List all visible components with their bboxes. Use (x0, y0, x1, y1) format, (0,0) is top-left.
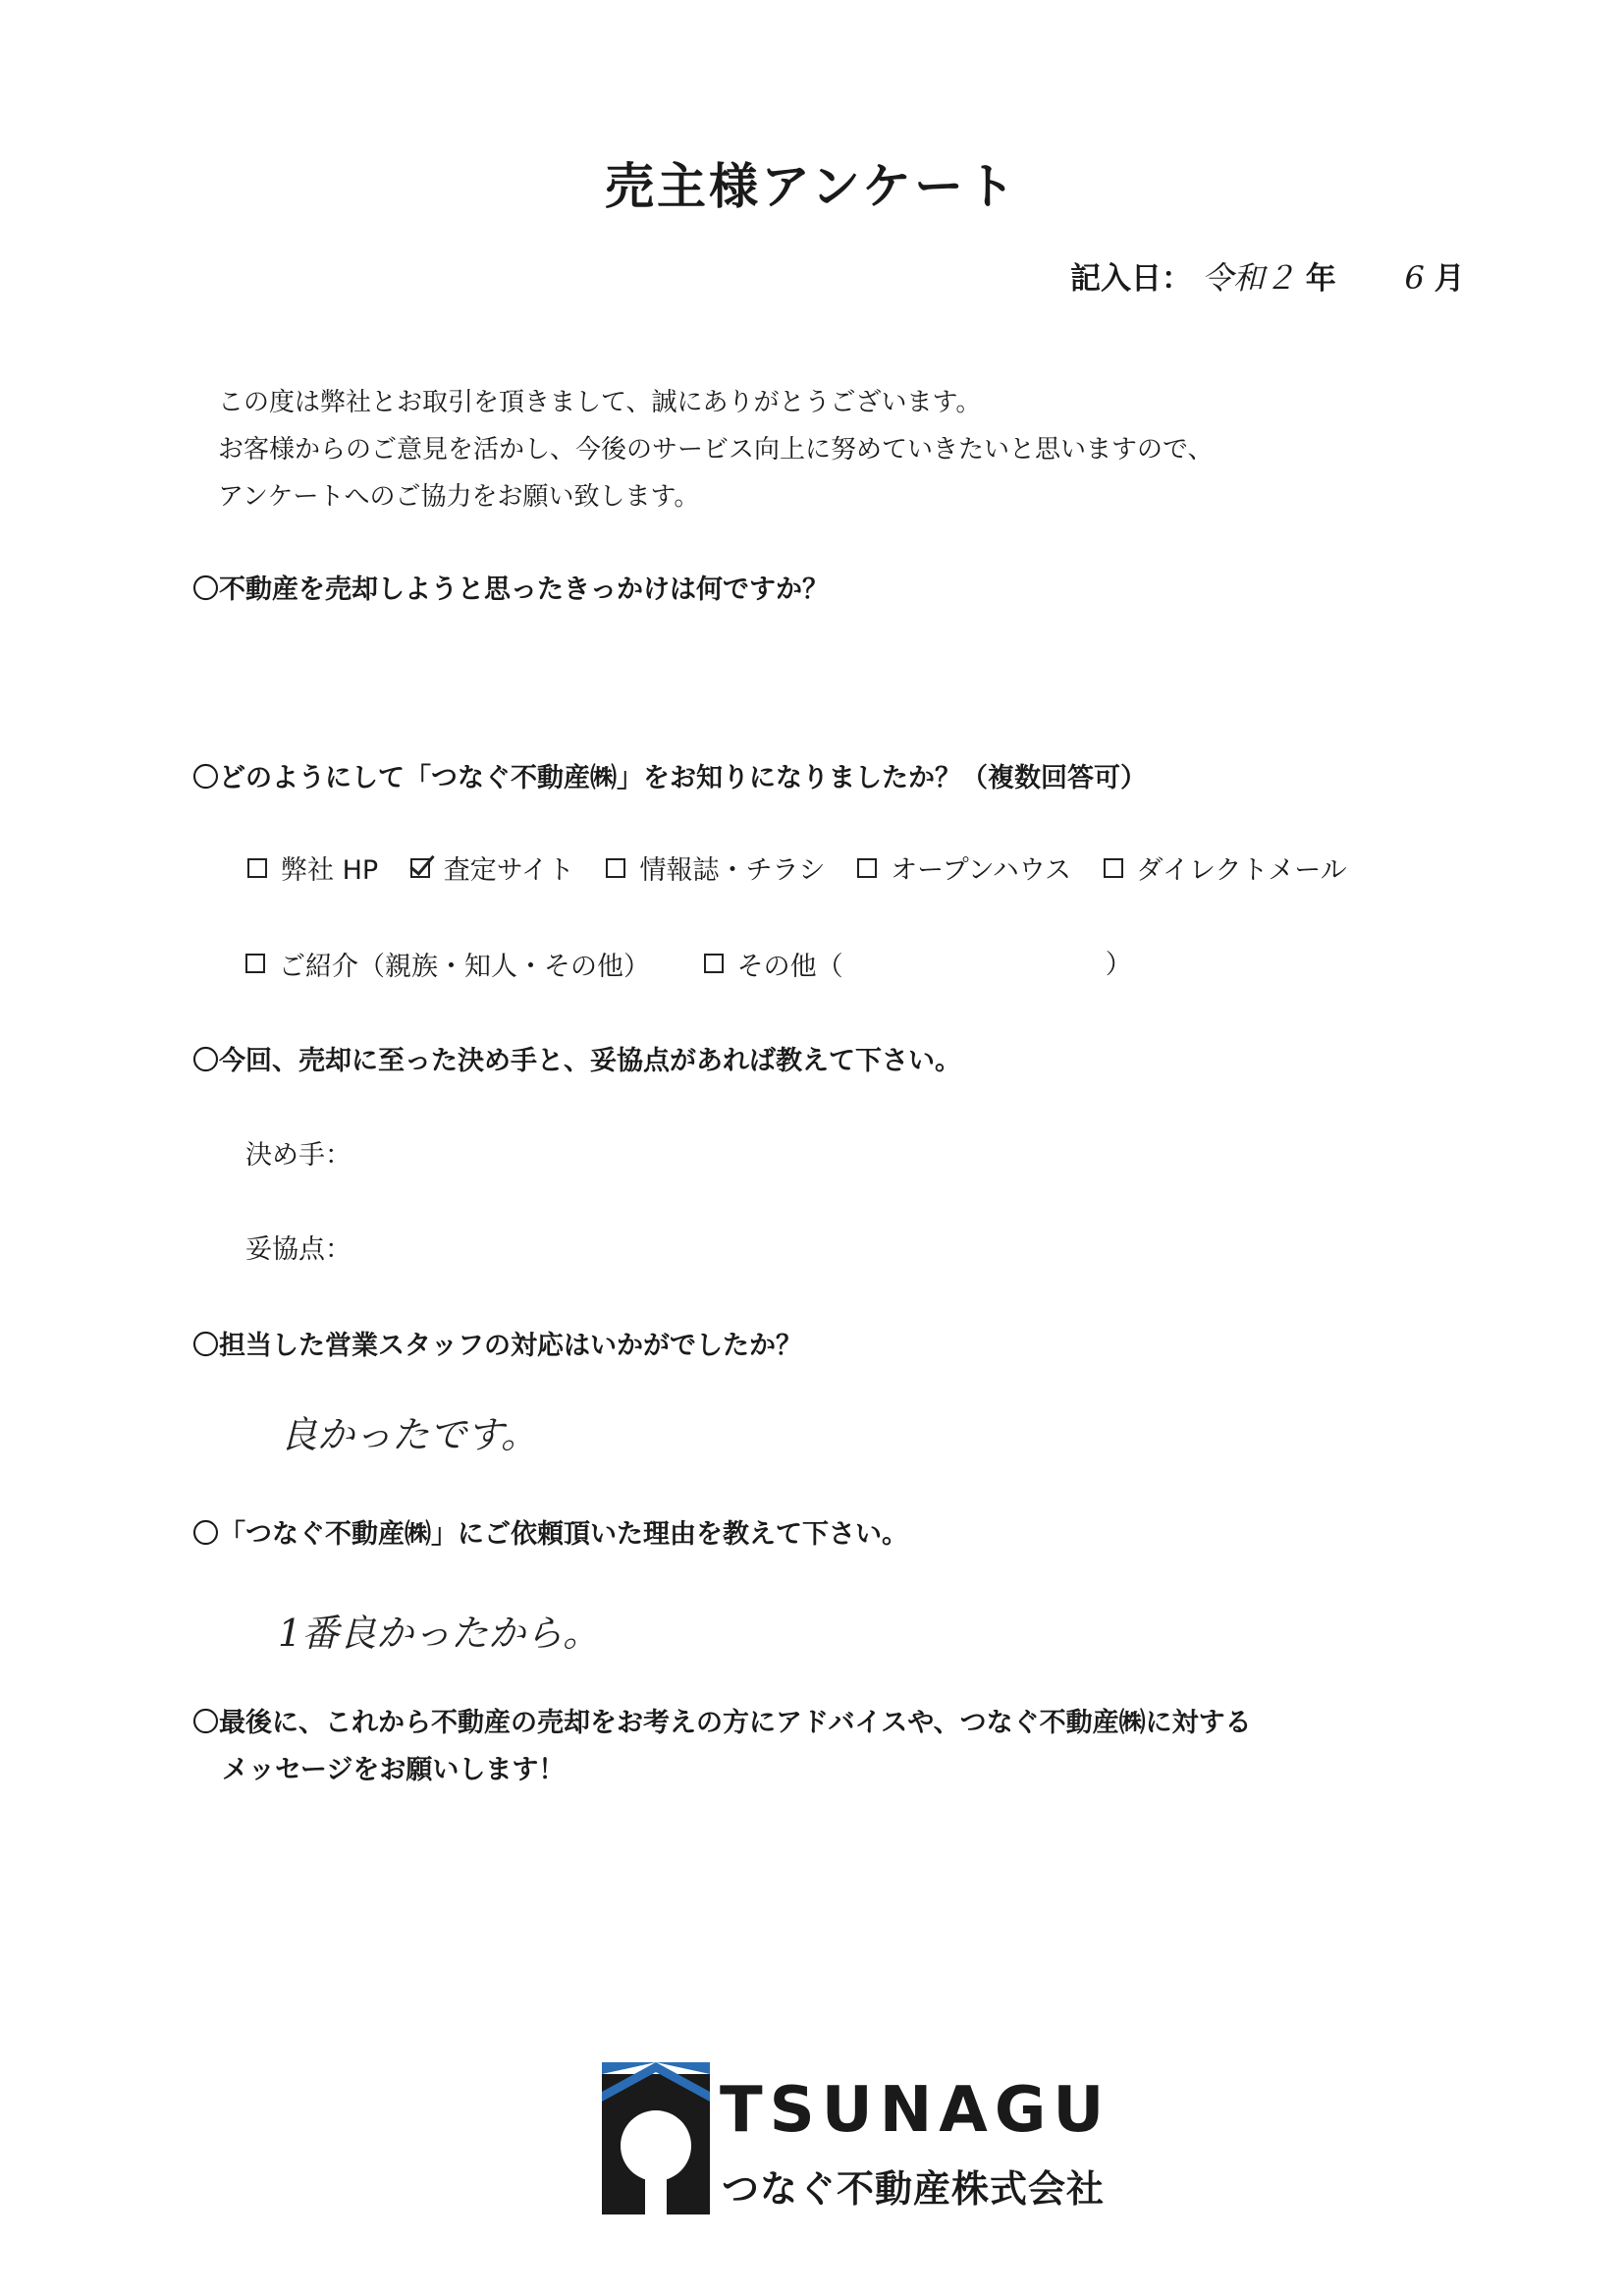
checkbox[interactable] (1104, 858, 1123, 878)
answer-staff-response: 良かったです。 (280, 1413, 538, 1456)
checkbox[interactable] (247, 858, 267, 878)
question-2: 〇どのようにして「つなぐ不動産㈱」をお知りになりましたか？（複数回答可） (192, 763, 1147, 793)
other-close-paren: ） (1105, 950, 1132, 980)
question-5: 〇「つなぐ不動産㈱」にご依頼頂いた理由を教えて下さい。 (192, 1519, 908, 1550)
page-title: 売主様アンケート (605, 158, 1018, 215)
option-other[interactable]: その他（ (704, 945, 843, 983)
date-month-unit: 月 (1434, 261, 1465, 297)
checkbox[interactable] (704, 954, 724, 973)
option-direct-mail[interactable]: ダイレクトメール (1104, 848, 1347, 887)
question-1: 〇不動産を売却しようと思ったきっかけは何ですか？ (192, 574, 829, 605)
question-3: 〇今回、売却に至った決め手と、妥協点があれば教えて下さい。 (192, 1046, 961, 1076)
entry-date (1070, 253, 1465, 299)
option-appraisal-site[interactable]: 査定サイト (410, 848, 574, 887)
checkbox[interactable] (857, 858, 877, 878)
intro-line: お客様からのご意見を活かし、今後のサービス向上に努めていきたいと思いますので、 (218, 435, 1214, 465)
checkbox[interactable] (606, 858, 625, 878)
checkbox-checked[interactable] (410, 858, 430, 878)
source-options-row-1 (247, 848, 1371, 887)
compromise-label: 妥協点： (245, 1234, 352, 1265)
deciding-factor-label: 決め手： (245, 1140, 352, 1171)
intro-line: アンケートへのご協力をお願い致します。 (218, 482, 700, 512)
answer-reason: 1番良かったから。 (278, 1612, 601, 1655)
date-month: 6 (1404, 259, 1425, 297)
question-6: 〇最後に、これから不動産の売却をお考えの方にアドバイスや、つなぐ不動産㈱に対する (192, 1708, 1252, 1738)
date-year-unit: 年 (1305, 261, 1336, 297)
intro-line: この度は弊社とお取引を頂きまして、誠にありがとうございます。 (218, 388, 982, 417)
option-magazine-flyer[interactable]: 情報誌・チラシ (606, 848, 825, 887)
company-logo (602, 2062, 1111, 2224)
option-open-house[interactable]: オープンハウス (857, 848, 1071, 887)
question-6-line-2: メッセージをお願いします！ (222, 1755, 566, 1785)
source-options-row-2 (245, 943, 1132, 983)
checkbox[interactable] (245, 954, 265, 973)
logo-name: TSUNAGU (720, 2074, 1111, 2147)
house-logo-icon (602, 2062, 710, 2214)
date-label: 記入日： (1070, 261, 1192, 297)
intro-text (218, 379, 1213, 520)
question-4: 〇担当した営業スタッフの対応はいかがでしたか？ (192, 1331, 802, 1361)
option-referral[interactable]: ご紹介（親族・知人・その他） (245, 945, 650, 983)
date-era: 令和２ (1201, 259, 1296, 297)
option-company-hp[interactable]: 弊社 HP (247, 848, 378, 887)
logo-company-name: つなぐ不動産株式会社 (722, 2167, 1106, 2211)
